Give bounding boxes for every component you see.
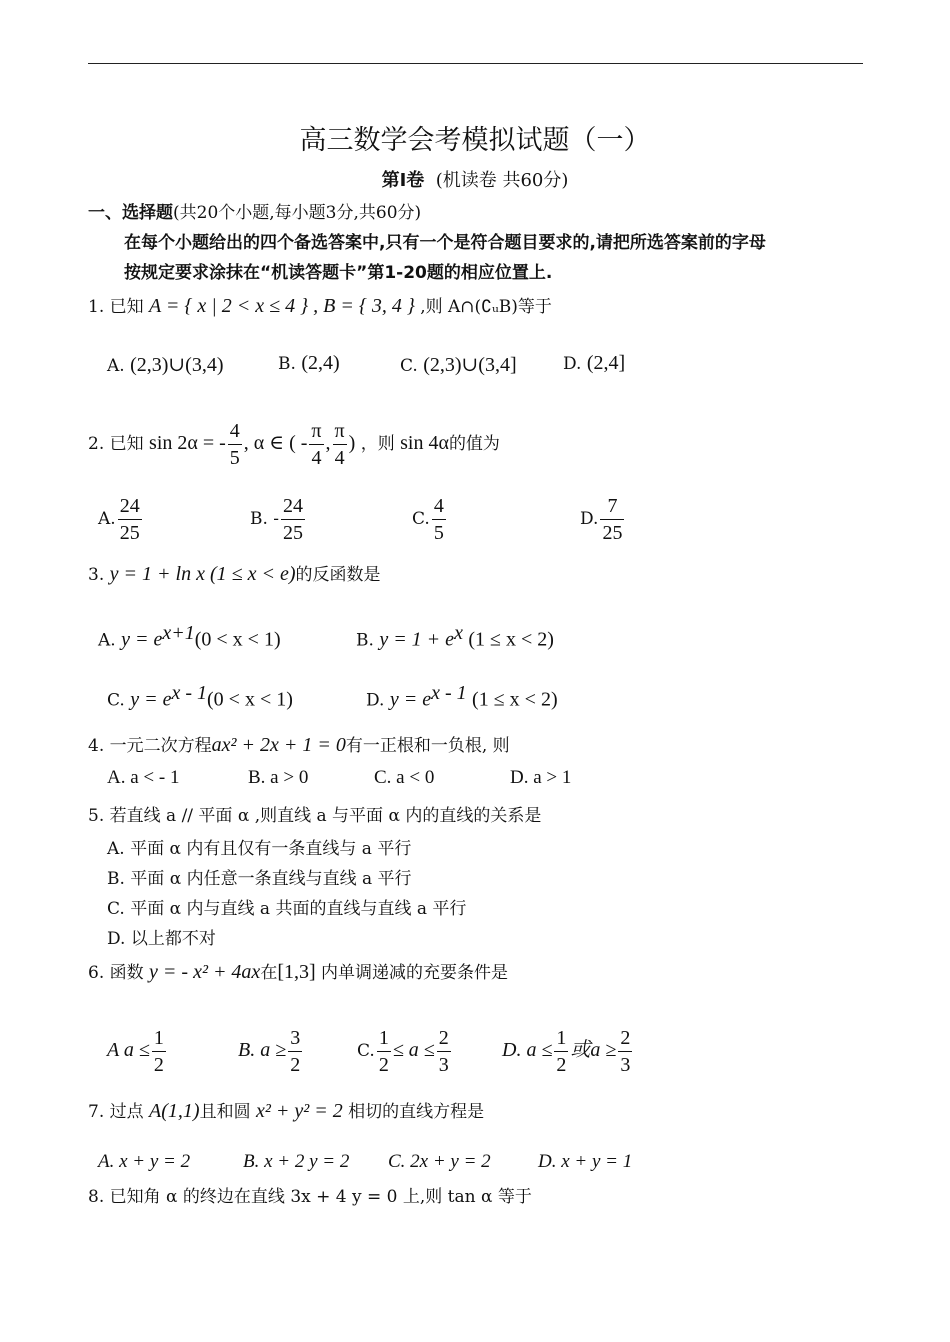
q3-option-b-range: (1 ≤ x < 2) [468, 628, 554, 651]
q6-option-a-den: 2 [153, 1054, 164, 1076]
q5-option-b: B. 平面 α 内任意一条直线与直线 a 平行 [107, 869, 412, 889]
q1-option-c-value: (2,3)∪(3,4] [423, 354, 517, 376]
q2-option-d-den: 25 [602, 522, 623, 544]
q3-option-c [107, 682, 293, 712]
q6-option-d [502, 1025, 634, 1078]
q3-option-a-label: A. [98, 630, 116, 651]
q2-frac1-den: 5 [229, 447, 240, 469]
q6-option-c-mid: ≤ a ≤ [392, 1039, 435, 1061]
q5-option-c: C. 平面 α 内与直线 a 共面的直线与直线 a 平行 [107, 899, 467, 919]
section-title: 一、选择题 [88, 203, 173, 223]
q6-option-c-fraction-2 [437, 1025, 451, 1078]
q6-mid: 在 [260, 963, 278, 983]
q3-option-d-range: (1 ≤ x < 2) [472, 688, 558, 711]
q3-option-d-exponent: x - 1 [431, 682, 467, 704]
q1-option-b-value: (2,4) [301, 352, 340, 374]
q2-option-d [580, 493, 626, 546]
q7-option-b: B. x + 2 y = 2 [243, 1151, 350, 1172]
q5-option-a: A. 平面 α 内有且仅有一条直线与 a 平行 [107, 839, 412, 859]
q2-option-d-fraction [600, 493, 624, 546]
q3-option-a-base: y = e [121, 628, 163, 651]
q6-option-d-label: D. a ≤ [502, 1039, 553, 1061]
instruction-line-1: 在每个小题给出的四个备选答案中,只有一个是符合题目要求的,请把所选答案前的字母 [124, 233, 766, 253]
question-5: 5. 若直线 a // 平面 α ,则直线 a 与平面 α 内的直线的关系是 [88, 806, 542, 826]
q6-number: 6. 函数 [88, 963, 144, 983]
q6-option-c-num1: 1 [377, 1025, 391, 1052]
q3-option-c-exponent: x - 1 [171, 682, 208, 704]
page-title: 高三数学会考模拟试题（一） [299, 125, 651, 156]
q6-option-a-fraction [152, 1025, 166, 1078]
q2-option-c-den: 5 [433, 522, 444, 544]
q2-frac3-den: 4 [334, 447, 345, 469]
header-rule [88, 63, 863, 64]
q6-tail: 内单调递减的充要条件是 [321, 963, 509, 983]
q2-option-b-num: 24 [281, 493, 305, 520]
q1-option-b-label: B. [278, 354, 296, 374]
q2-tail: 的值为 [448, 434, 500, 454]
q2-option-d-num: 7 [600, 493, 624, 520]
q3-option-d-label: D. [366, 690, 385, 711]
instruction-line-2: 按规定要求涂抹在“机读答题卡”第1-20题的相应位置上. [124, 263, 553, 283]
q2-option-c-num: 4 [432, 493, 446, 520]
q6-option-b-fraction [288, 1025, 302, 1078]
q2-option-c-label: C. [412, 509, 430, 529]
q7-number: 7. 过点 [88, 1102, 144, 1122]
q1-option-b [278, 352, 340, 375]
q3-option-d-base: y = e [389, 688, 432, 711]
q1-option-d [563, 352, 625, 375]
q6-option-d-num1: 1 [554, 1025, 568, 1052]
q2-option-c-fraction [432, 493, 446, 546]
q3-option-d [366, 682, 558, 712]
q2-option-b-den: 25 [283, 522, 304, 544]
q3-option-a-range: (0 < x < 1) [194, 628, 281, 651]
question-3 [88, 560, 381, 586]
q7-tail: 相切的直线方程是 [348, 1102, 485, 1122]
q2-expr-part3: sin 4α [400, 432, 449, 454]
q6-option-b-num: 3 [288, 1025, 302, 1052]
volume-label: 第Ⅰ卷 [381, 170, 425, 191]
q3-option-c-label: C. [107, 690, 125, 711]
q7-circle: x² + y² = 2 [255, 1100, 343, 1122]
q2-fraction-1 [228, 418, 242, 471]
question-6 [88, 958, 508, 984]
q3-expression: y = 1 + ln x (1 ≤ x < e) [109, 563, 296, 585]
q6-interval: [1,3] [277, 961, 316, 983]
q3-option-b-label: B. [356, 630, 374, 651]
q2-option-a-label: A. [98, 509, 116, 529]
q6-option-c-den1: 2 [378, 1054, 389, 1076]
q2-expr-part1: sin 2α = - [149, 432, 226, 454]
q1-expression: A = { x | 2 < x ≤ 4 } , B = { 3, 4 } [149, 295, 415, 317]
q2-option-b-label: B. - [250, 509, 280, 529]
q7-mid: 且和圆 [199, 1102, 251, 1122]
q2-option-a-fraction [118, 493, 142, 546]
q6-option-c-label: C. [357, 1041, 375, 1061]
q2-frac1-num: 4 [228, 418, 242, 445]
q2-frac2-den: 4 [311, 447, 322, 469]
q4-tail: 有一正根和一负根, 则 [345, 736, 510, 756]
q6-option-d-den1: 2 [556, 1054, 567, 1076]
q6-option-d-fraction-2 [618, 1025, 632, 1078]
question-2 [88, 418, 500, 471]
q1-number: 1. 已知 [88, 297, 144, 317]
q7-option-a: A. x + y = 2 [98, 1151, 191, 1172]
question-1 [88, 292, 552, 318]
q4-option-d: D. a > 1 [510, 767, 572, 788]
q1-option-a-label: A. [107, 356, 125, 376]
q6-option-c-fraction-1 [377, 1025, 391, 1078]
q7-option-c: C. 2x + y = 2 [388, 1151, 491, 1172]
q6-option-b-label: B. a ≥ [238, 1039, 287, 1061]
q2-fraction-3 [333, 418, 347, 471]
section-heading [88, 198, 421, 223]
q2-option-a-den: 25 [119, 522, 140, 544]
q6-option-c-den2: 3 [438, 1054, 449, 1076]
q3-tail: 的反函数是 [295, 565, 381, 585]
q2-option-b-fraction [281, 493, 305, 546]
q3-option-c-base: y = e [130, 688, 172, 711]
q2-comma: , [325, 432, 331, 454]
q5-option-d: D. 以上都不对 [107, 929, 216, 949]
q2-option-c [412, 493, 448, 546]
q1-tail: ,则 A∩(∁ᵤB)等于 [420, 297, 552, 317]
q2-option-a [98, 493, 144, 546]
q6-option-d-den2: 3 [620, 1054, 631, 1076]
q6-option-a-num: 1 [152, 1025, 166, 1052]
q3-option-c-range: (0 < x < 1) [207, 688, 293, 711]
q2-number: 2. 已知 [88, 434, 144, 454]
q4-option-b: B. a > 0 [248, 767, 309, 788]
q4-expression: ax² + 2x + 1 = 0 [211, 734, 346, 756]
question-4 [88, 731, 510, 757]
q2-close-paren: ) [348, 432, 356, 454]
q3-option-b [356, 622, 554, 652]
q4-number: 4. 一元二次方程 [88, 736, 212, 756]
q7-option-d: D. x + y = 1 [538, 1151, 633, 1172]
section-note: (共20个小题,每小题3分,共60分) [173, 203, 422, 223]
q6-option-b [238, 1025, 304, 1078]
q2-fraction-2 [309, 418, 323, 471]
q4-option-c: C. a < 0 [374, 767, 435, 788]
volume-note: (机读卷 共60分) [435, 170, 569, 191]
q3-option-a-exponent: x+1 [162, 622, 195, 644]
q3-option-b-exponent: x [454, 622, 463, 644]
q6-option-a [107, 1025, 168, 1078]
q6-option-b-den: 2 [290, 1054, 301, 1076]
q2-option-a-num: 24 [118, 493, 142, 520]
q1-option-c [400, 352, 517, 377]
q2-frac2-num: π [309, 418, 323, 445]
q7-point: A(1,1) [149, 1100, 200, 1122]
q6-option-d-mid: 或a ≥ [570, 1039, 617, 1061]
q1-option-a-value: (2,3)∪(3,4) [130, 354, 224, 376]
q6-option-c [357, 1025, 453, 1078]
q4-option-a: A. a < - 1 [107, 767, 180, 788]
q1-option-c-label: C. [400, 356, 418, 376]
question-7 [88, 1097, 484, 1123]
q1-option-a [107, 352, 224, 377]
volume-heading [0, 166, 950, 192]
q6-expression: y = - x² + 4ax [149, 961, 261, 983]
q1-option-d-value: (2,4] [586, 352, 626, 374]
q2-then: ，则 [360, 434, 395, 454]
q2-option-b [250, 493, 307, 546]
q6-option-c-num2: 2 [437, 1025, 451, 1052]
q2-option-d-label: D. [580, 509, 599, 529]
q3-option-a [98, 622, 281, 652]
q3-number: 3. [88, 565, 105, 585]
q6-option-d-num2: 2 [618, 1025, 632, 1052]
question-8: 8. 已知角 α 的终边在直线 3x + 4 y = 0 上,则 tan α 等于 [88, 1187, 532, 1207]
q6-option-d-fraction-1 [554, 1025, 568, 1078]
q2-expr-part2: , α ∈ ( - [243, 432, 308, 454]
q3-option-b-base: y = 1 + e [379, 628, 455, 651]
q2-frac3-num: π [333, 418, 347, 445]
q1-option-d-label: D. [563, 354, 582, 374]
q6-option-a-label: A a ≤ [107, 1039, 150, 1061]
